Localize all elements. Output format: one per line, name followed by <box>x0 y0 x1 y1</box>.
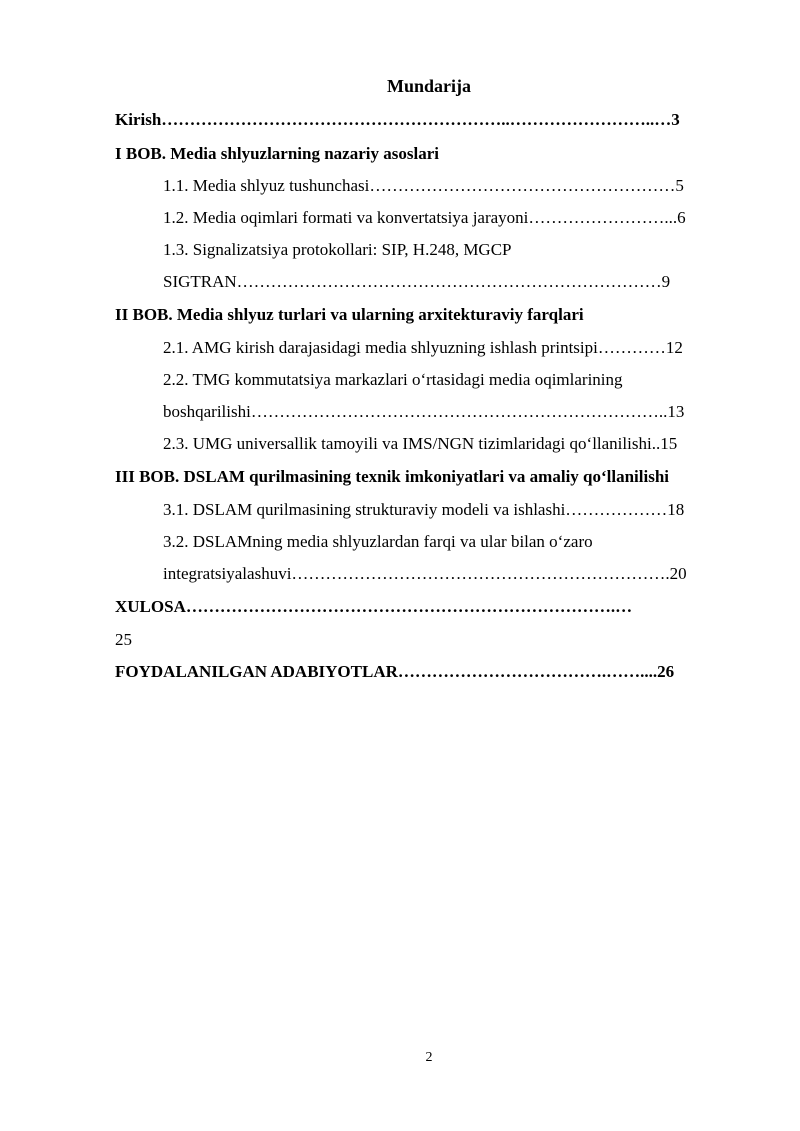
toc-section-2-1: 2.1. AMG kirish darajasidagi media shlyuzning ishlash printsipi…………12 <box>163 338 683 357</box>
toc-entry-intro: Kirish……………………………………………………..……………………..…3 <box>115 110 680 129</box>
page-number: 2 <box>425 1050 433 1065</box>
toc-chapter-3-title: III BOB. DSLAM qurilmasining texnik imkoniyatlari va amaliy qo‘llanilishi <box>115 467 670 486</box>
toc-section-1-3-line-1: 1.3. Signalizatsiya protokollari: SIP, H.248, MGCP <box>163 240 512 259</box>
toc-entry-conclusion-line-2: 25 <box>115 630 132 649</box>
toc-section-1-3-line-2: SIGTRAN…………………………………………………………………9 <box>163 272 671 291</box>
toc-section-3-2-line-2: integratsiyalashuvi………………………………………………………….20 <box>163 564 687 583</box>
toc-chapter-2-title: II BOB. Media shlyuz turlari va ularning arxitekturaviy farqlari <box>115 305 584 324</box>
toc-section-2-2-line-2: boshqarilishi………………………………………………………………..13 <box>163 402 685 421</box>
toc-section-1-1: 1.1. Media shlyuz tushunchasi………………………………………………5 <box>163 176 684 195</box>
toc-section-2-2-line-1: 2.2. TMG kommutatsiya markazlari o‘rtasidagi media oqimlarining <box>163 370 623 389</box>
page-title: Mundarija <box>386 76 471 96</box>
toc-section-1-2: 1.2. Media oqimlari formati va konvertatsiya jarayoni……………………...6 <box>163 208 686 227</box>
toc-section-3-1: 3.1. DSLAM qurilmasining strukturaviy modeli va ishlashi………………18 <box>163 500 685 519</box>
toc-section-3-2-line-1: 3.2. DSLAMning media shlyuzlardan farqi va ular bilan o‘zaro <box>163 532 593 551</box>
toc-entry-references: FOYDALANILGAN ADABIYOTLAR……………………………….……....26 <box>115 662 675 681</box>
toc-chapter-1-title: I BOB. Media shlyuzlarning nazariy asoslari <box>115 144 439 163</box>
toc-section-2-3: 2.3. UMG universallik tamoyili va IMS/NGN tizimlaridagi qo‘llanilishi..15 <box>163 434 678 453</box>
toc-entry-conclusion-line-1: XULOSA………………………………………………………………….… <box>115 597 633 616</box>
